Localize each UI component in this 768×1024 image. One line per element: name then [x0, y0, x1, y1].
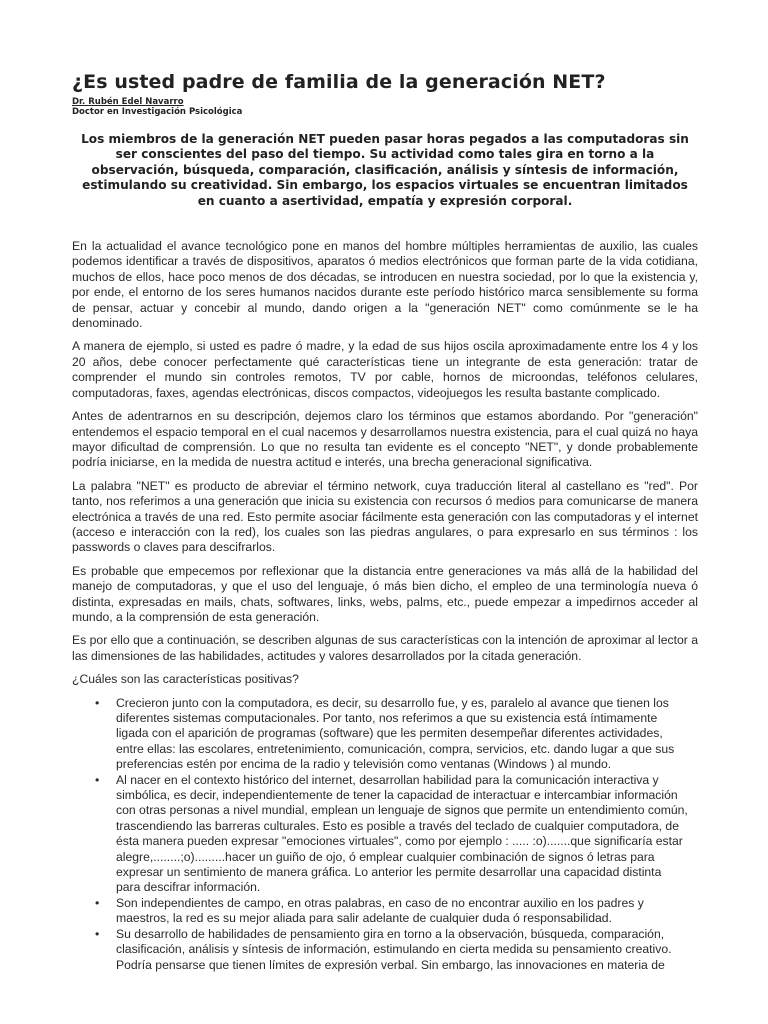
- list-item: [95, 895, 698, 927]
- document-title: ¿Es usted padre de familia de la generación NET?: [72, 71, 606, 93]
- paragraph: En la actualidad el avance tecnológico pone en manos del hombre múltiples herramientas de auxilio, las cuales podemos identificar a través de dispositivos, aparatos ó medios electrónicos que forman parte de la vida cotidiana, muchos de ellos, hace poco menos de dos décadas, se introducen en nuestra sociedad, por lo que la existencia y, por ende, el entorno de los seres humanos nacidos durante este período histórico marca sensiblemente su forma de pensar, actuar y concebir al mundo, dando origen a la "generación NET" como comúnmente se le ha denominado.: [72, 239, 698, 331]
- author-role: Doctor en Investigación Psicológica: [72, 107, 243, 117]
- paragraph: Es probable que empecemos por reflexionar que la distancia entre generaciones va más allá de la habilidad del manejo de computadoras, y que el uso del lenguaje, ó más bien dicho, el empleo de una terminología nueva ó distinta, expresadas en mails, chats, softwares, links, webs, palms, etc., puede empezar a impedirnos acceder al mundo, a la comprensión de esta generación.: [72, 563, 698, 624]
- paragraph: Es por ello que a continuación, se describen algunas de sus características con la intención de aproximar al lector a las dimensiones de las habilidades, actitudes y valores desarrollados por la citada generación.: [72, 633, 698, 663]
- section-question: ¿Cuáles son las características positivas?: [72, 672, 299, 687]
- list-item: [95, 695, 698, 773]
- lead-summary: Los miembros de la generación NET pueden pasar horas pegados a las computadoras sin ser conscientes del paso del tiempo. Su actividad como tales gira en torno a la observación, búsqueda, comparación, clasificación, análisis y síntesis de información, estimulando su creatividad. Sin embargo, los espacios virtuales se encuentran limitados en cuanto a asertividad, empatía y expresión corporal.: [81, 132, 689, 208]
- paragraph: La palabra "NET" es producto de abreviar el término network, cuya traducción literal al castellano es "red". Por tanto, nos referimos a una generación que inicia su existencia con recursos ó medios para comunicarse de manera electrónica a través de una red. Esto permite asociar fácilmente esta generación con las computadoras y el internet (acceso e interacción con la red), los cuales son las piedras angulares, o para expresarlo en sus términos : los passwords o claves para descifrarlos.: [72, 478, 698, 555]
- bullet-icon: •: [95, 895, 100, 910]
- author-block: [72, 97, 698, 117]
- paragraph: Antes de adentrarnos en su descripción, dejemos claro los términos que estamos abordando. Por "generación" entendemos el espacio temporal en el cual nacemos y desarrollamos nuestra existencia, para el cual quizá no haya mayor dificultad de comprensión. Lo que no resulta tan evidente es el concepto "NET", y donde probablemente podría iniciarse, en la medida de nuestra actitud e interés, una brecha generacional significativa.: [72, 409, 698, 470]
- bullet-icon: •: [95, 695, 100, 710]
- list-item-text: Al nacer en el contexto histórico del internet, desarrollan habilidad para la comunicación interactiva y simbólica, es decir, independientemente de tener la capacidad de interactuar e intercambiar información con otras personas a nivel mundial, emplean un lenguaje de signos que permite un entendimiento común, trascendiendo las barreras culturales. Esto es posible a través del teclado de cualquier computadora, de ésta manera pueden expresar "emociones virtuales", como por ejemplo : ..... :o).......que significaría estar alegre,........;o).........hacer un guiño de ojo, ó emplear cualquier combinación de signos ó letras para expresar un sentimiento de manera gráfica. Lo anterior les permite desarrollar una capacidad distinta para descifrar información.: [116, 772, 688, 895]
- list-item-text: Son independientes de campo, en otras palabras, en caso de no encontrar auxilio en los padres y maestros, la red es su mejor aliada para salir adelante de cualquier duda ó responsabilidad.: [116, 895, 644, 926]
- article-body: [72, 239, 698, 973]
- list-item: [95, 772, 698, 896]
- bullet-icon: •: [95, 772, 100, 787]
- author-name: Dr. Rubén Edel Navarro: [72, 97, 184, 107]
- bullet-icon: •: [95, 926, 100, 941]
- list-item: [95, 926, 698, 973]
- paragraph: A manera de ejemplo, si usted es padre ó madre, y la edad de sus hijos oscila aproximadamente entre los 4 y los 20 años, debe conocer perfectamente qué características tiene un integrante de esta generación: tratar de comprender el mundo sin controles remotos, TV por cable, hornos de microondas, teléfonos celulares, computadoras, faxes, agendas electrónicas, discos compactos, videojuegos les resulta bastante complicado.: [72, 339, 698, 400]
- list-item-text: Crecieron junto con la computadora, es decir, su desarrollo fue, y es, paralelo al avance que tienen los diferentes sistemas computacionales. Por tanto, nos referimos a que su existencia está íntimamente ligada con el aparición de programas (software) que les permiten desempeñar diferentes actividades, entre ellas: las escolares, entretenimiento, comunicación, compra, servicios, etc. dando lugar a que sus preferencias estén por encima de la radio y televisión como ventanas (Windows ) al mundo.: [116, 695, 675, 772]
- list-item-text: Su desarrollo de habilidades de pensamiento gira en torno a la observación, búsqueda, comparación, clasificación, análisis y síntesis de información, estimulando en cierta medida su pensamiento creativo. Podría pensarse que tienen límites de expresión verbal. Sin embargo, las innovaciones en materia de: [116, 926, 672, 972]
- document-page: [72, 70, 698, 973]
- characteristics-list: [72, 696, 698, 973]
